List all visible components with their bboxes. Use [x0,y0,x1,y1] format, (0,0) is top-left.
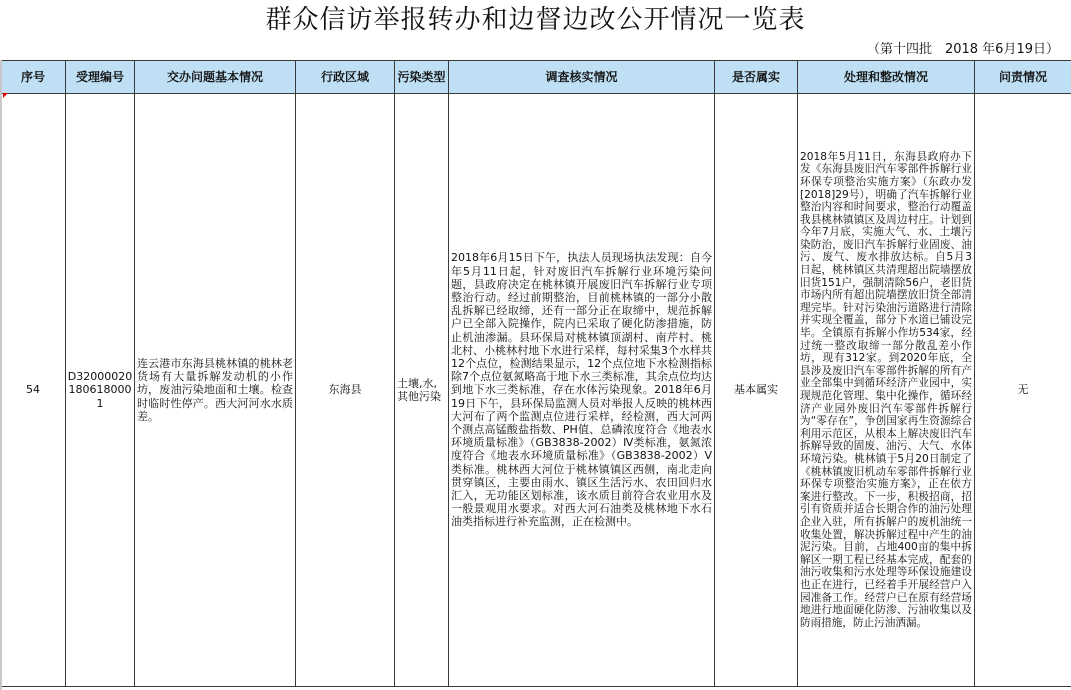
table-row [1,94,1071,687]
header-handling[interactable]: 处理和整改情况 [798,61,975,94]
header-verified[interactable]: 是否属实 [715,61,798,94]
header-row [1,61,1071,94]
report-table [0,60,1071,687]
cell-region[interactable]: 东海县 [296,94,395,687]
cell-investigation[interactable]: 2018年6月15日下午，执法人员现场执法发现：自今年5月11日起，针对废旧汽车拆解行业环境污染问题，县政府决定在桃林镇开展废旧汽车拆解行业专项整治行动。经过前期整治，目前桃林镇的一部分小散乱拆解已经取缔，还有一部分正在取缔中，规范拆解户已全部入院操作，院内已采取了硬化防渗措施，防止机油渗漏。县环保局对桃林镇顶湖村、南芹村、桃北村、小桃林村地下水进行采样，每村采集3个水样共12个点位，检测结果显示，12个点位地下水检测指标除7个点位氨氮略高于地下水三类标准，其余点位均达到地下水三类标准，存在水体污染现象。2018年6月19日下午，县环保局监测人员对举报人反映的桃林西大河布了两个监测点位进行采样，经检测，西大河两个测点高锰酸盐指数、PH值、总磷浓度符合《地表水环境质量标准》（GB3838-2002）Ⅳ类标准，氨氮浓度符合《地表水环境质量标准》（GB3838-2002）Ⅴ类标准。桃林西大河位于桃林镇镇区西侧，南北走向贯穿镇区，主要由雨水、镇区生活污水、农田回归水汇入，无功能区划标准，该水质目前符合农业用水及一般景观用水要求。对西大河石油类及桃林地下水石油类指标进行补充监测，正在检测中。 [449,94,715,687]
cell-problem[interactable]: 连云港市东海县桃林镇的桃林老货场有大量拆解发动机的小作坊，废油污染地面和土壤。检查时临时性停产。西大河河水水质差。 [135,94,296,687]
header-accountability[interactable]: 问责情况 [975,61,1071,94]
header-region[interactable]: 行政区域 [296,61,395,94]
header-pollution-type[interactable]: 污染类型 [395,61,449,94]
row-gutter [0,60,2,690]
cell-pollution-type[interactable]: 土壤,水,其他污染 [395,94,449,687]
comment-marker-icon [3,93,8,98]
cell-accountability[interactable]: 无 [975,94,1071,687]
cell-handling[interactable]: 2018年5月11日，东海县政府办下发《东海县废旧汽车零部件拆解行业环保专项整治实施方案》（东政办发[2018]29号），明确了汽车拆解行业整治内容和时间要求，整治行动覆盖我县桃林镇镇区及周边村庄。计划到今年7月底，实施大气、水、土壤污染防治，废旧汽车拆解行业固废、油污、废气、废水排放达标。自5月3日起，桃林镇区共清理超出院墙摆放旧货151户，强制清除56户，老旧货市场内所有超出院墙摆放旧货全部清理完毕。针对污染油污道路进行清除并实现全覆盖，部分下水道已铺设完毕。全镇原有拆解小作坊534家，经过统一整改取缔一部分散乱差小作坊，现有312家。到2020年底，全县涉及废旧汽车零部件拆解的所有产业全部集中到循环经济产业园中，实现规范化管理、集中化操作，循环经济产业园外废旧汽车零部件拆解行为“零存在”，争创国家再生资源综合利用示范区，从根本上解决废旧汽车拆解导致的固废、油污、大气、水体环境污染。桃林镇于5月20日制定了《桃林镇废旧机动车零部件拆解行业环保专项整治实施方案》，正在依方案进行整改。下一步，积极招商，招引有资质并适合长期合作的油污处理企业入驻，所有拆解户的废机油统一收集处置，解决拆解过程中产生的油泥污染。目前，占地400亩的集中拆解区一期工程已经基本完成，配套的油污收集和污水处理等环保设施建设也正在进行，已经着手开展经营户入园准备工作。经营户已在原有经营场地进行地面硬化防渗、污油收集以及防雨措施，防止污油洒漏。 [798,94,975,687]
page-title: 群众信访举报转办和边督边改公开情况一览表 [265,5,806,35]
cell-case-no[interactable]: D320000201806180001 [66,94,135,687]
header-problem[interactable]: 交办问题基本情况 [135,61,296,94]
header-investigation[interactable]: 调查核实情况 [449,61,715,94]
batch-info: （第十四批 2018 年6月19日） [866,42,1059,57]
cell-verified[interactable]: 基本属实 [715,94,798,687]
cell-seq[interactable]: 54 [1,94,66,687]
header-seq[interactable]: 序号 [1,61,66,94]
header-case-no[interactable]: 受理编号 [66,61,135,94]
